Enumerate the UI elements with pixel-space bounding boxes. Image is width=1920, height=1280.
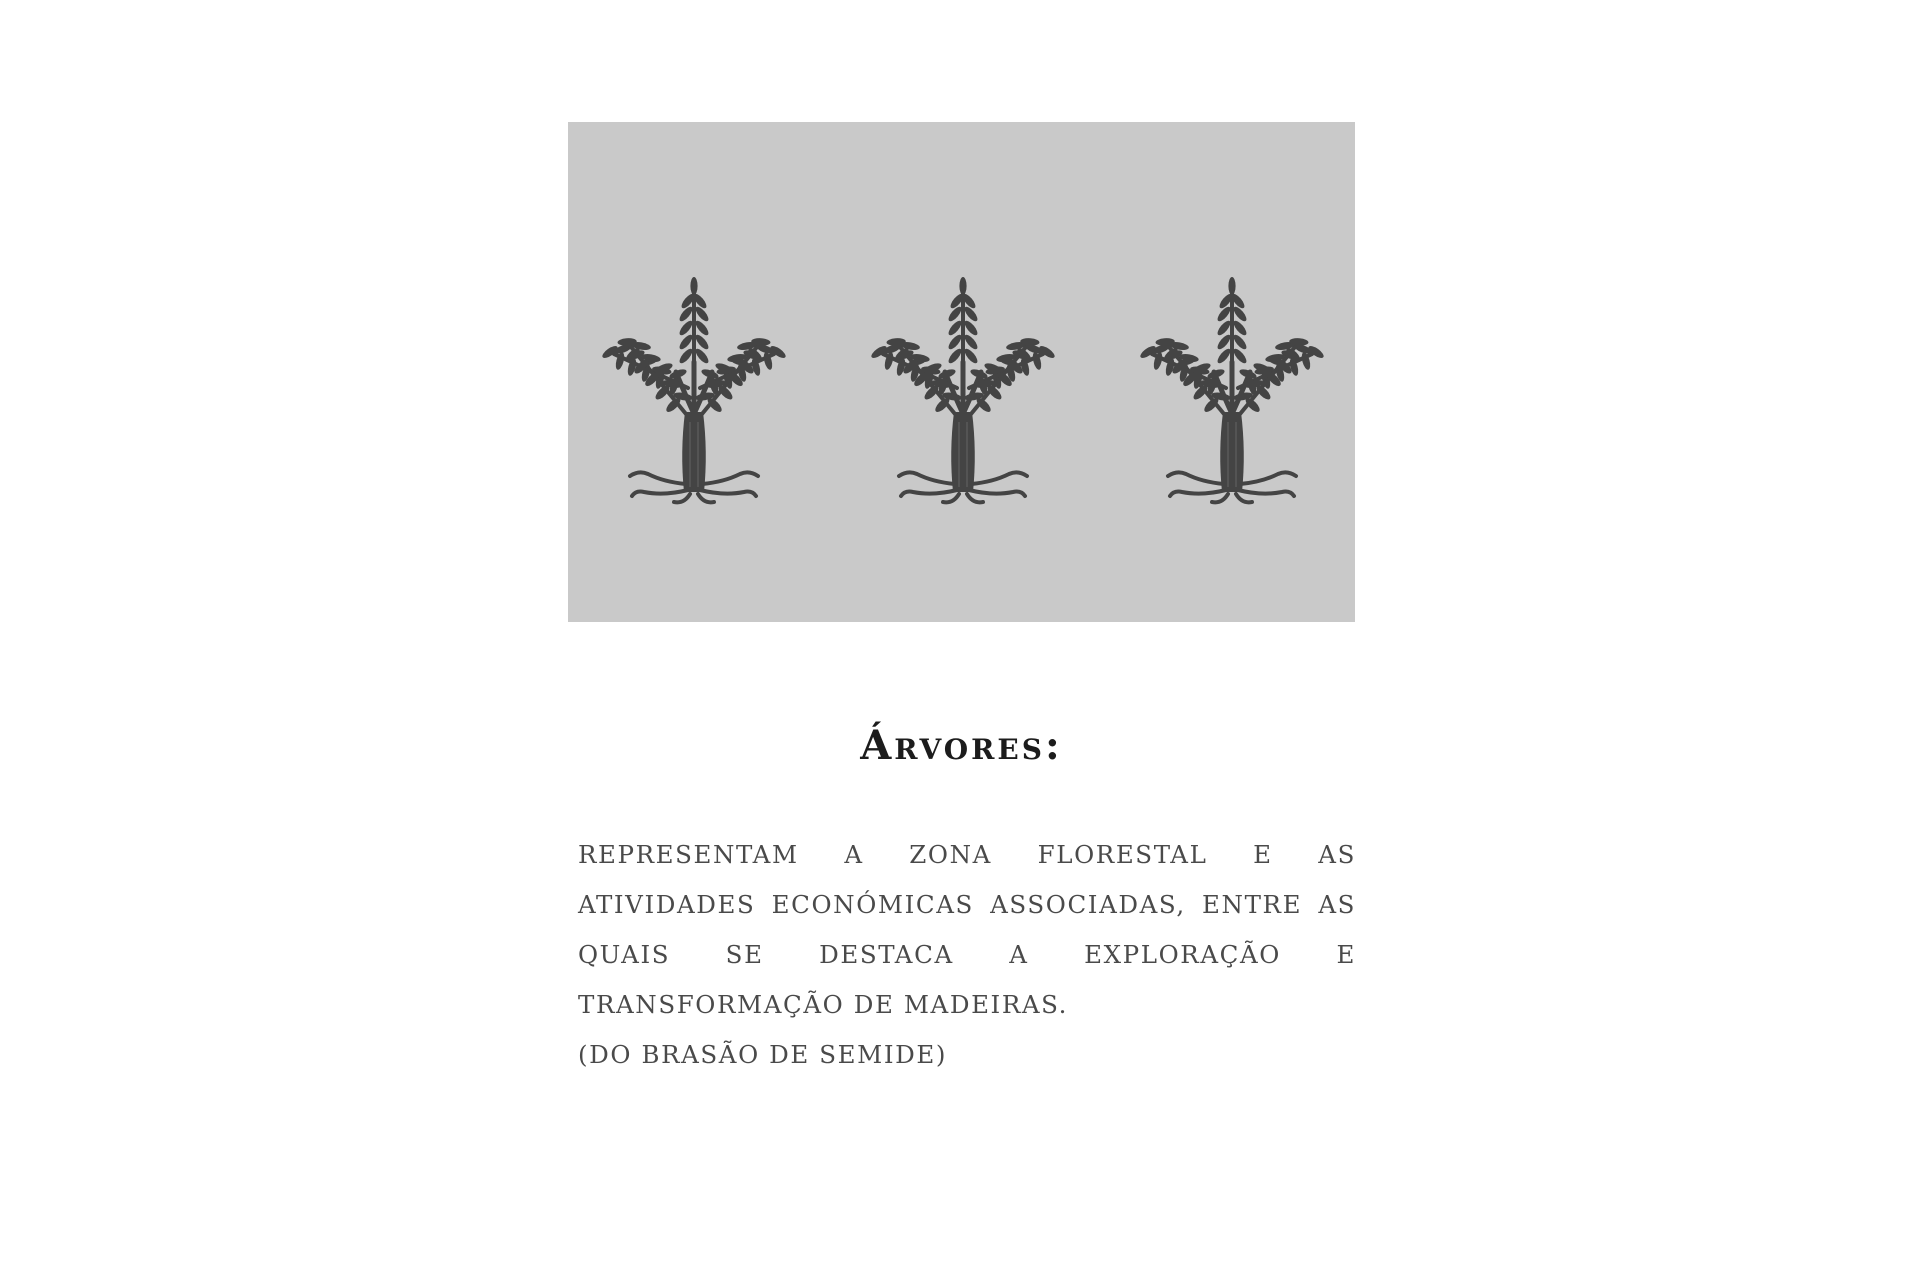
section-heading: Árvores: <box>860 722 1063 769</box>
source-note: (DO BRASÃO DE SEMIDE) <box>578 1040 948 1069</box>
tree-icon <box>866 277 1059 502</box>
description-text: REPRESENTAM A ZONA FLORESTAL E AS ATIVIDADES ECONÓMICAS ASSOCIADAS, ENTRE AS QUAIS SE DESTACA A EXPLORAÇÃO E TRANSFORMAÇÃO DE MADEIRAS. <box>578 840 1356 1019</box>
tree-icon <box>1135 277 1328 502</box>
trees-illustration <box>568 122 1355 622</box>
tree-icon <box>597 277 790 502</box>
coat-of-arms-panel <box>568 122 1355 622</box>
